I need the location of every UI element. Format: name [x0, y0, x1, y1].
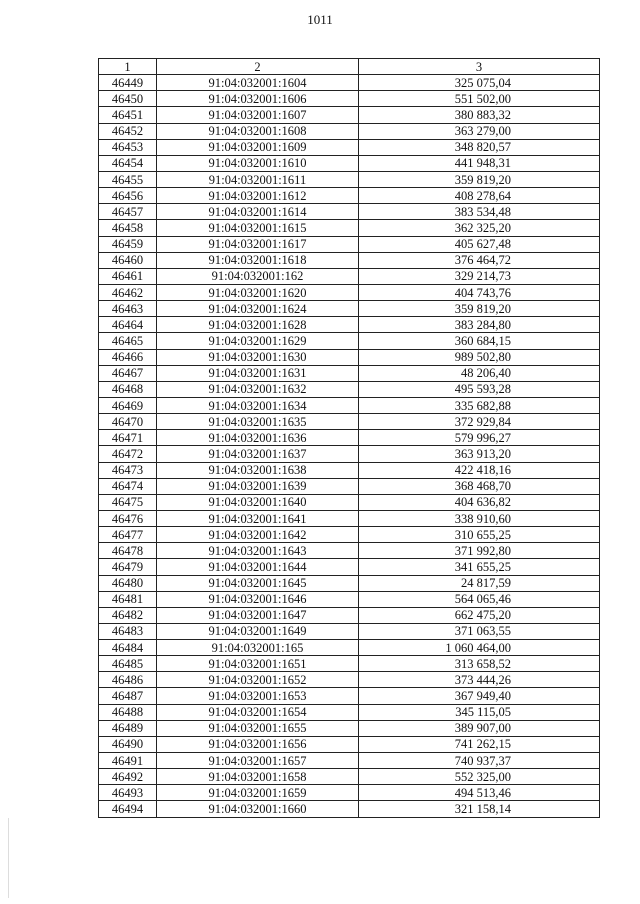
table-row: [99, 575, 600, 591]
value-cell: 408 278,64: [359, 188, 600, 204]
data-table: [98, 58, 600, 818]
table-row: [99, 559, 600, 575]
value-cell: 662 475,20: [359, 607, 600, 623]
cadastral-number-cell: 91:04:032001:1635: [157, 414, 359, 430]
cadastral-number-cell: 91:04:032001:1606: [157, 91, 359, 107]
row-number-cell: 46487: [99, 688, 157, 704]
row-number-cell: 46476: [99, 510, 157, 526]
table-row: [99, 188, 600, 204]
table-row: [99, 123, 600, 139]
value-cell: 552 325,00: [359, 769, 600, 785]
cadastral-number-cell: 91:04:032001:1647: [157, 607, 359, 623]
value-cell: 1 060 464,00: [359, 640, 600, 656]
table-row: [99, 623, 600, 639]
row-number-cell: 46490: [99, 736, 157, 752]
cadastral-number-cell: 91:04:032001:1607: [157, 107, 359, 123]
value-cell: 329 214,73: [359, 268, 600, 284]
value-cell: 371 992,80: [359, 543, 600, 559]
table-row: [99, 139, 600, 155]
value-cell: 313 658,52: [359, 656, 600, 672]
row-number-cell: 46452: [99, 123, 157, 139]
cadastral-number-cell: 91:04:032001:1615: [157, 220, 359, 236]
table-row: [99, 769, 600, 785]
cadastral-number-cell: 91:04:032001:162: [157, 268, 359, 284]
value-cell: 551 502,00: [359, 91, 600, 107]
value-cell: 579 996,27: [359, 430, 600, 446]
table-row: [99, 672, 600, 688]
table-row: [99, 284, 600, 300]
value-cell: 376 464,72: [359, 252, 600, 268]
table-row: [99, 171, 600, 187]
cadastral-number-cell: 91:04:032001:1637: [157, 446, 359, 462]
table-row: [99, 397, 600, 413]
cadastral-number-cell: 91:04:032001:1640: [157, 494, 359, 510]
row-number-cell: 46456: [99, 188, 157, 204]
value-cell: 564 065,46: [359, 591, 600, 607]
value-cell: 363 279,00: [359, 123, 600, 139]
row-number-cell: 46489: [99, 720, 157, 736]
cadastral-number-cell: 91:04:032001:1646: [157, 591, 359, 607]
column-header-1: 1: [99, 59, 157, 75]
row-number-cell: 46455: [99, 171, 157, 187]
cadastral-number-cell: 91:04:032001:1657: [157, 753, 359, 769]
cadastral-number-cell: 91:04:032001:1660: [157, 801, 359, 817]
cadastral-number-cell: 91:04:032001:1659: [157, 785, 359, 801]
value-cell: 494 513,46: [359, 785, 600, 801]
table-row: [99, 349, 600, 365]
cadastral-number-cell: 91:04:032001:1649: [157, 623, 359, 639]
cadastral-number-cell: 91:04:032001:1653: [157, 688, 359, 704]
table-row: [99, 381, 600, 397]
cadastral-number-cell: 91:04:032001:1634: [157, 397, 359, 413]
value-cell: 348 820,57: [359, 139, 600, 155]
cadastral-number-cell: 91:04:032001:1658: [157, 769, 359, 785]
cadastral-number-cell: 91:04:032001:1643: [157, 543, 359, 559]
cadastral-number-cell: 91:04:032001:1655: [157, 720, 359, 736]
scan-margin-line: [8, 818, 9, 898]
row-number-cell: 46477: [99, 527, 157, 543]
value-cell: 404 743,76: [359, 284, 600, 300]
cadastral-number-cell: 91:04:032001:1645: [157, 575, 359, 591]
cadastral-number-cell: 91:04:032001:1642: [157, 527, 359, 543]
row-number-cell: 46468: [99, 381, 157, 397]
value-cell: 389 907,00: [359, 720, 600, 736]
value-cell: 422 418,16: [359, 462, 600, 478]
table-row: [99, 414, 600, 430]
cadastral-number-cell: 91:04:032001:1636: [157, 430, 359, 446]
cadastral-number-cell: 91:04:032001:1639: [157, 478, 359, 494]
data-table-container: [98, 58, 599, 818]
value-cell: 341 655,25: [359, 559, 600, 575]
table-row: [99, 268, 600, 284]
value-cell: 741 262,15: [359, 736, 600, 752]
row-number-cell: 46472: [99, 446, 157, 462]
cadastral-number-cell: 91:04:032001:1656: [157, 736, 359, 752]
value-cell: 372 929,84: [359, 414, 600, 430]
cadastral-number-cell: 91:04:032001:1610: [157, 155, 359, 171]
value-cell: 345 115,05: [359, 704, 600, 720]
value-cell: 495 593,28: [359, 381, 600, 397]
value-cell: 363 913,20: [359, 446, 600, 462]
table-row: [99, 640, 600, 656]
row-number-cell: 46466: [99, 349, 157, 365]
row-number-cell: 46494: [99, 801, 157, 817]
page-number: 1011: [307, 12, 333, 27]
cadastral-number-cell: 91:04:032001:1617: [157, 236, 359, 252]
table-row: [99, 656, 600, 672]
row-number-cell: 46492: [99, 769, 157, 785]
row-number-cell: 46470: [99, 414, 157, 430]
value-cell: 310 655,25: [359, 527, 600, 543]
cadastral-number-cell: 91:04:032001:1628: [157, 317, 359, 333]
value-cell: 380 883,32: [359, 107, 600, 123]
row-number-cell: 46462: [99, 284, 157, 300]
cadastral-number-cell: 91:04:032001:1612: [157, 188, 359, 204]
table-row: [99, 478, 600, 494]
table-row: [99, 204, 600, 220]
table-row: [99, 510, 600, 526]
table-row: [99, 591, 600, 607]
row-number-cell: 46464: [99, 317, 157, 333]
cadastral-number-cell: 91:04:032001:1608: [157, 123, 359, 139]
table-row: [99, 753, 600, 769]
table-row: [99, 704, 600, 720]
row-number-cell: 46479: [99, 559, 157, 575]
table-header: [99, 59, 600, 75]
row-number-cell: 46474: [99, 478, 157, 494]
table-row: [99, 107, 600, 123]
cadastral-number-cell: 91:04:032001:1652: [157, 672, 359, 688]
value-cell: 321 158,14: [359, 801, 600, 817]
row-number-cell: 46481: [99, 591, 157, 607]
table-row: [99, 462, 600, 478]
value-cell: 335 682,88: [359, 397, 600, 413]
row-number-cell: 46458: [99, 220, 157, 236]
value-cell: 371 063,55: [359, 623, 600, 639]
value-cell: 405 627,48: [359, 236, 600, 252]
value-cell: 404 636,82: [359, 494, 600, 510]
table-row: [99, 220, 600, 236]
table-header-row: [99, 59, 600, 75]
row-number-cell: 46465: [99, 333, 157, 349]
value-cell: 383 284,80: [359, 317, 600, 333]
row-number-cell: 46450: [99, 91, 157, 107]
table-row: [99, 785, 600, 801]
value-cell: 740 937,37: [359, 753, 600, 769]
table-body: [99, 75, 600, 817]
row-number-cell: 46486: [99, 672, 157, 688]
row-number-cell: 46471: [99, 430, 157, 446]
table-row: [99, 91, 600, 107]
cadastral-number-cell: 91:04:032001:1651: [157, 656, 359, 672]
value-cell: 441 948,31: [359, 155, 600, 171]
cadastral-number-cell: 91:04:032001:1644: [157, 559, 359, 575]
cadastral-number-cell: 91:04:032001:1654: [157, 704, 359, 720]
table-row: [99, 301, 600, 317]
cadastral-number-cell: 91:04:032001:1641: [157, 510, 359, 526]
row-number-cell: 46491: [99, 753, 157, 769]
value-cell: 359 819,20: [359, 171, 600, 187]
table-row: [99, 736, 600, 752]
row-number-cell: 46485: [99, 656, 157, 672]
table-row: [99, 430, 600, 446]
row-number-cell: 46493: [99, 785, 157, 801]
row-number-cell: 46475: [99, 494, 157, 510]
cadastral-number-cell: 91:04:032001:1604: [157, 75, 359, 91]
cadastral-number-cell: 91:04:032001:1620: [157, 284, 359, 300]
row-number-cell: 46488: [99, 704, 157, 720]
cadastral-number-cell: 91:04:032001:1631: [157, 365, 359, 381]
cadastral-number-cell: 91:04:032001:1638: [157, 462, 359, 478]
table-row: [99, 252, 600, 268]
table-row: [99, 543, 600, 559]
row-number-cell: 46459: [99, 236, 157, 252]
row-number-cell: 46454: [99, 155, 157, 171]
value-cell: 325 075,04: [359, 75, 600, 91]
table-row: [99, 527, 600, 543]
row-number-cell: 46453: [99, 139, 157, 155]
cadastral-number-cell: 91:04:032001:1614: [157, 204, 359, 220]
row-number-cell: 46460: [99, 252, 157, 268]
value-cell: 989 502,80: [359, 349, 600, 365]
value-cell: 24 817,59: [359, 575, 600, 591]
cadastral-number-cell: 91:04:032001:1630: [157, 349, 359, 365]
cadastral-number-cell: 91:04:032001:1632: [157, 381, 359, 397]
value-cell: 338 910,60: [359, 510, 600, 526]
row-number-cell: 46484: [99, 640, 157, 656]
row-number-cell: 46457: [99, 204, 157, 220]
cadastral-number-cell: 91:04:032001:1618: [157, 252, 359, 268]
value-cell: 362 325,20: [359, 220, 600, 236]
value-cell: 367 949,40: [359, 688, 600, 704]
table-row: [99, 607, 600, 623]
table-row: [99, 75, 600, 91]
table-row: [99, 317, 600, 333]
table-row: [99, 494, 600, 510]
value-cell: 383 534,48: [359, 204, 600, 220]
row-number-cell: 46449: [99, 75, 157, 91]
table-row: [99, 801, 600, 817]
table-row: [99, 688, 600, 704]
cadastral-number-cell: 91:04:032001:1609: [157, 139, 359, 155]
row-number-cell: 46483: [99, 623, 157, 639]
table-row: [99, 365, 600, 381]
table-row: [99, 333, 600, 349]
table-row: [99, 155, 600, 171]
table-row: [99, 236, 600, 252]
column-header-3: 3: [359, 59, 600, 75]
value-cell: 359 819,20: [359, 301, 600, 317]
value-cell: 368 468,70: [359, 478, 600, 494]
row-number-cell: 46482: [99, 607, 157, 623]
cadastral-number-cell: 91:04:032001:1611: [157, 171, 359, 187]
column-header-2: 2: [157, 59, 359, 75]
row-number-cell: 46461: [99, 268, 157, 284]
table-row: [99, 446, 600, 462]
row-number-cell: 46480: [99, 575, 157, 591]
row-number-cell: 46467: [99, 365, 157, 381]
row-number-cell: 46451: [99, 107, 157, 123]
value-cell: 48 206,40: [359, 365, 600, 381]
cadastral-number-cell: 91:04:032001:1629: [157, 333, 359, 349]
row-number-cell: 46478: [99, 543, 157, 559]
cadastral-number-cell: 91:04:032001:165: [157, 640, 359, 656]
cadastral-number-cell: 91:04:032001:1624: [157, 301, 359, 317]
table-row: [99, 720, 600, 736]
row-number-cell: 46473: [99, 462, 157, 478]
value-cell: 373 444,26: [359, 672, 600, 688]
row-number-cell: 46469: [99, 397, 157, 413]
row-number-cell: 46463: [99, 301, 157, 317]
value-cell: 360 684,15: [359, 333, 600, 349]
